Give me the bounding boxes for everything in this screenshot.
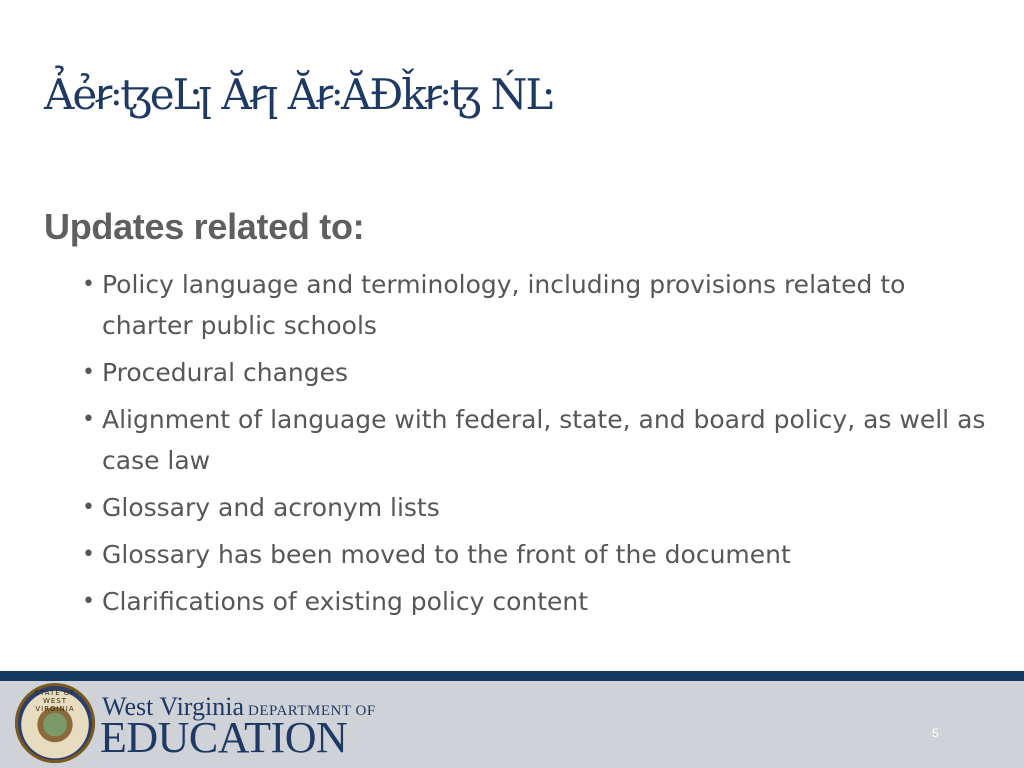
logo-education: EDUCATION bbox=[100, 713, 348, 762]
bullet-text: Glossary has been moved to the front of the document bbox=[102, 540, 791, 569]
bullet-icon: • bbox=[82, 589, 95, 614]
bullet-list bbox=[82, 264, 987, 628]
bullet-text: Alignment of language with federal, state, and board policy, as well as case law bbox=[102, 405, 986, 475]
section-heading: Updates related to: bbox=[44, 206, 365, 247]
slide-title: Ảẻꞧ꞉ꜩeĿꞁ Ăꞧꞁ Ăꞧ꞉ĂĐǩꞧ꞉ꜩ ŃĿ bbox=[44, 70, 552, 119]
bullet-item bbox=[82, 264, 987, 346]
bullet-text: Glossary and acronym lists bbox=[102, 493, 440, 522]
bullet-item bbox=[82, 487, 987, 528]
bullet-icon: • bbox=[82, 360, 95, 385]
bullet-icon: • bbox=[82, 272, 95, 297]
bullet-item bbox=[82, 581, 987, 622]
logo-state-name: West Virginia bbox=[102, 692, 244, 721]
bullet-icon: • bbox=[82, 542, 95, 567]
logo-department: DEPARTMENT OF bbox=[247, 703, 376, 719]
bullet-text: Clarifications of existing policy content bbox=[102, 587, 589, 616]
bullet-icon: • bbox=[82, 495, 95, 520]
bullet-item bbox=[82, 534, 987, 575]
bullet-item bbox=[82, 352, 987, 393]
bullet-item bbox=[82, 399, 987, 481]
page-number: 5 bbox=[932, 726, 939, 740]
seal-text: STATE OF WEST VIRGINIA bbox=[34, 689, 76, 713]
bullet-icon: • bbox=[82, 407, 95, 432]
bullet-text: Procedural changes bbox=[102, 358, 349, 387]
bullet-text: Policy language and terminology, including provisions related to charter public schools bbox=[102, 270, 906, 340]
footer-accent-bar bbox=[0, 671, 1024, 681]
